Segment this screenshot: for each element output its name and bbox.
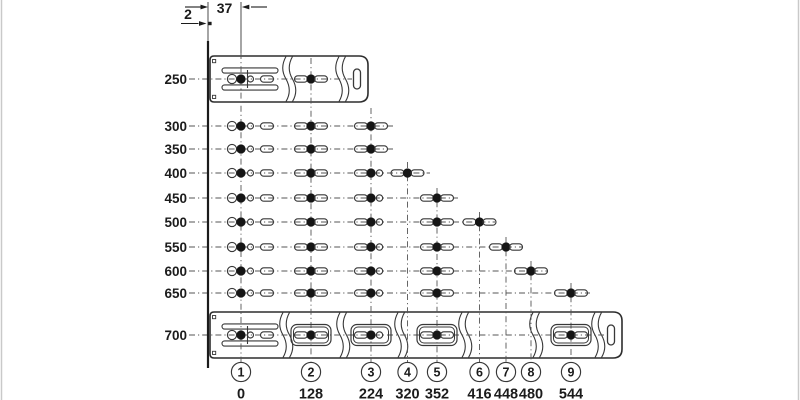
hole-circle [248, 268, 254, 274]
length-label: 300 [164, 118, 187, 134]
length-label: 700 [164, 327, 187, 343]
position-number: 8 [527, 365, 535, 380]
dim-2-tick [208, 22, 211, 25]
position-offset: 0 [236, 386, 246, 400]
hole-circle [248, 244, 254, 250]
dim-37-arrow-left [201, 5, 209, 10]
hole-dot [236, 217, 245, 226]
position-offset: 352 [424, 386, 450, 400]
dim-2-arrow [199, 21, 207, 26]
position-offset: 416 [467, 386, 492, 400]
hole-dot [366, 217, 375, 226]
length-label: 350 [164, 141, 187, 157]
position-number: 9 [567, 365, 575, 380]
position-number: 6 [476, 365, 483, 380]
length-label: 500 [164, 214, 187, 230]
hole-circle [248, 219, 254, 225]
position-number: 4 [404, 365, 411, 380]
hole-dot [236, 144, 245, 153]
hole-dot [366, 168, 375, 177]
hole-dot [366, 242, 375, 251]
position-number: 5 [433, 365, 441, 380]
position-number: 3 [367, 365, 375, 380]
hole-dot [366, 193, 375, 202]
hole-dot [236, 168, 245, 177]
position-number: 7 [502, 365, 510, 380]
hole-dot [236, 288, 245, 297]
hole-circle [248, 290, 254, 296]
length-label: 450 [164, 190, 187, 206]
position-offset: 544 [558, 386, 584, 400]
position-number: 2 [307, 365, 315, 380]
length-label: 600 [164, 263, 187, 279]
position-offset: 480 [518, 386, 544, 400]
hole-dot [236, 242, 245, 251]
hole-dot [236, 193, 245, 202]
length-label: 650 [164, 285, 187, 301]
dim-37-arrow-right [242, 5, 250, 10]
length-label: 250 [164, 71, 187, 87]
dim-37-label: 37 [216, 0, 233, 16]
hole-circle [248, 146, 254, 152]
hole-dot [366, 330, 375, 339]
position-offset: 224 [358, 386, 384, 400]
hole-dot [236, 121, 245, 130]
length-label: 550 [164, 239, 187, 255]
hole-dot [236, 266, 245, 275]
hole-dot [366, 266, 375, 275]
hole-circle [248, 170, 254, 176]
position-offset: 128 [298, 386, 324, 400]
hole-dot [366, 288, 375, 297]
hole-circle [248, 195, 254, 201]
length-label: 400 [164, 165, 187, 181]
position-offset: 320 [395, 386, 420, 400]
dim-2-label: 2 [184, 6, 192, 22]
position-number: 1 [237, 365, 245, 380]
hole-circle [248, 123, 254, 129]
hole-dot [236, 330, 245, 339]
position-offset: 448 [493, 386, 519, 400]
hole-dot [236, 74, 245, 83]
